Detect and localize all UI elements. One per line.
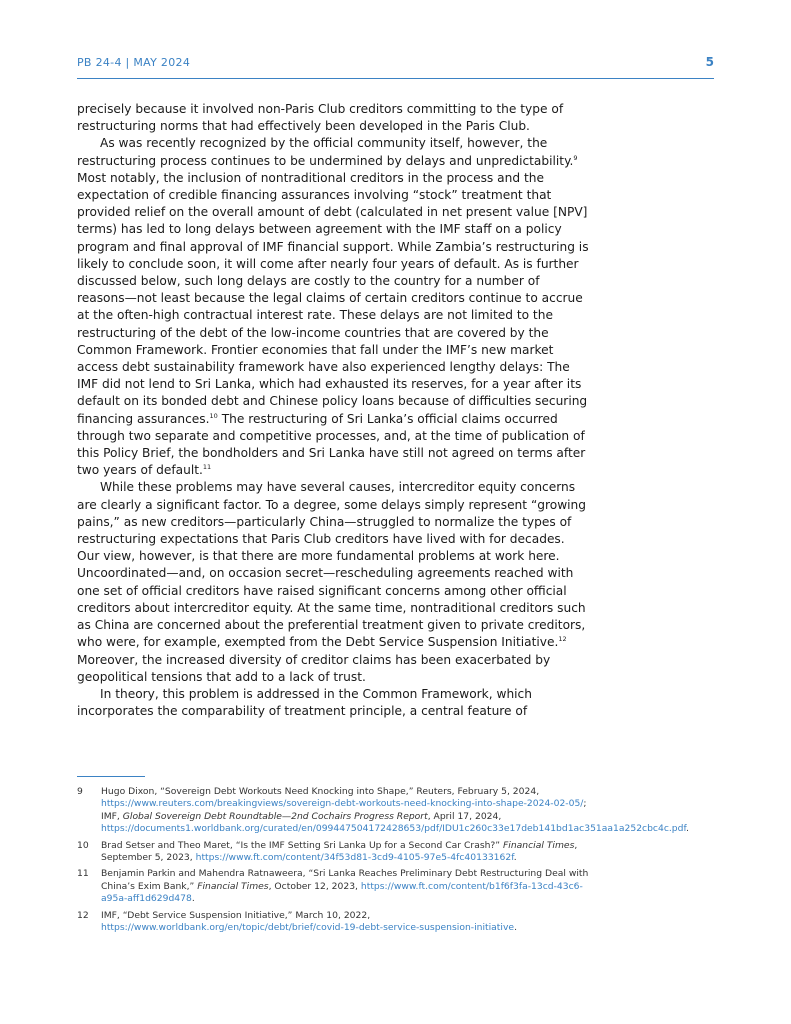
footnote-11 [77,868,592,905]
footnote-number: 9 [77,786,83,797]
paragraph-1 [77,101,589,135]
paragraph-2-text-a: As was recently recognized by the official community itself, however, the restructuring process continues to be undermined by delays and unpredictability. [77,136,574,168]
footnote-link[interactable]: https://www.ft.com/content/34f53d81-3cd9-4105-97e5-4fc40133162f [195,852,514,864]
publication-id: PB 24-4 | MAY 2024 [77,56,191,69]
footnote-link[interactable]: https://www.worldbank.org/en/topic/debt/brief/covid-19-debt-service-suspension-initiative [101,922,515,934]
footnote-number: 10 [77,839,89,851]
paragraph-2 [77,135,589,479]
footnote-title: Financial Times [197,880,269,892]
footnote-number: 11 [77,868,89,880]
footnote-text: Hugo Dixon, “Sovereign Debt Workouts Need Knocking into Shape,” Reuters, February 5, 2024, [101,786,540,797]
footnote-text: Brad Setser and Theo Maret, “Is the IMF Setting Sri Lanka Up for a Second Car Crash?” [101,839,503,851]
footnote-text: . [513,852,517,864]
footnote-12 [77,910,592,935]
footnote-title: Global Sovereign Debt Roundtable—2nd Cochairs Progress Report [122,810,428,822]
footnote-number: 12 [77,909,89,921]
footnote-ref-9[interactable]: 9 [573,153,578,162]
footnote-text: , April 17, 2024, [427,810,502,822]
footnote-text: , September 5, 2023, [101,839,578,864]
paragraph-4-text: In theory, this problem is addressed in the Common Framework, which incorporates the comparability of treatment principle, a central feature of [77,686,532,719]
paragraph-2-text-b: Most notably, the inclusion of nontraditional creditors in the process and the expectation of credible financing assurances involving “stock” treatment that provided relief on the overall amount of debt (calculated in net present value [NPV] terms) has led to long delays between agreement with the IMF staff on a policy program and final approval of IMF financial support. While Zambia’s restructuring is likely to conclude soon, it will come after nearly four years of default. As is further discussed below, such long delays are costly to the country for a number of reasons—not least because the legal claims of certain creditors continue to accrue at the often-high contractual interest rate. These delays are not limited to the restructuring of the debt of the low-income countries that are covered by the Common Framework. Frontier economies that fall under the IMF’s new market access debt sustainability framework have also experienced lengthy delays: The IMF did not lend to Sri Lanka, which had exhausted its reserves, for a year after its default on its bonded debt and Chinese policy loans because of difficulties securing financing assurances. [77,170,589,426]
footnotes [77,786,689,938]
footnote-10 [77,840,592,865]
paragraph-4 [77,686,589,720]
footnote-text: ; IMF, [101,798,587,822]
footnote-title: Financial Times [503,839,575,851]
paragraph-1-text: precisely because it involved non-Paris Club creditors committing to the type of restructuring norms that had effectively been developed in the Paris Club. [77,102,564,134]
footnote-ref-11[interactable]: 11 [202,463,212,472]
footnote-text: , October 12, 2023, [268,880,361,892]
footnote-link[interactable]: https://www.ft.com/content/b1f6f3fa-13cd-43c6-a95a-aff1d629d478 [101,880,583,905]
footnote-link[interactable]: https://www.reuters.com/breakingviews/sovereign-debt-workouts-need-knocking-into-shape-2024-02-05/ [101,798,584,810]
paragraph-3-text-b: Moreover, the increased diversity of creditor claims has been exacerbated by geopolitical tensions that add to a lack of trust. [77,652,551,684]
body-text [77,101,589,720]
footnote-9 [77,786,689,836]
paragraph-2-text-c: The restructuring of Sri Lanka’s official claims occurred through two separate and competitive processes, and, at the time of publication of this Policy Brief, the bondholders and Sri Lanka have still not agreed on terms after two years of default. [77,411,586,478]
footnote-ref-12[interactable]: 12 [558,635,567,644]
footnote-link[interactable]: https://documents1.worldbank.org/curated/en/099447504172428653/pdf/IDU1c260c33e17deb141bd1ac351aa1a252cbc4c.pdf [101,823,687,835]
footnote-text: . [514,922,517,934]
footnote-text: . [686,823,689,835]
page-header [77,54,714,79]
page-number: 5 [705,55,714,69]
paragraph-3 [77,479,589,685]
footnote-divider [77,776,145,777]
footnote-text: . [191,893,195,905]
paragraph-3-text-a: While these problems may have several causes, intercreditor equity concerns are clearly a significant factor. To a degree, some delays simply represent “growing pains,” as new creditors—particularly China—struggled to normalize the types of restructuring expectations that Paris Club creditors have lived with for decades. Our view, however, is that there are more fundamental problems at work here. Uncoordinated—and, on occasion secret—rescheduling agreements reached with one set of official creditors have raised significant concerns among other official creditors about intercreditor equity. At the same time, nontraditional creditors such as China are concerned about the preferential treatment given to private creditors, who were, for example, exempted from the Debt Service Suspension Initiative. [77,480,587,650]
footnote-text: Benjamin Parkin and Mahendra Ratnaweera, “Sri Lanka Reaches Preliminary Debt Restructuring Deal with China’s Exim Bank,” [101,868,589,892]
footnote-text: IMF, “Debt Service Suspension Initiative,” March 10, 2022, [101,909,371,921]
footnote-ref-10[interactable]: 10 [209,411,218,420]
